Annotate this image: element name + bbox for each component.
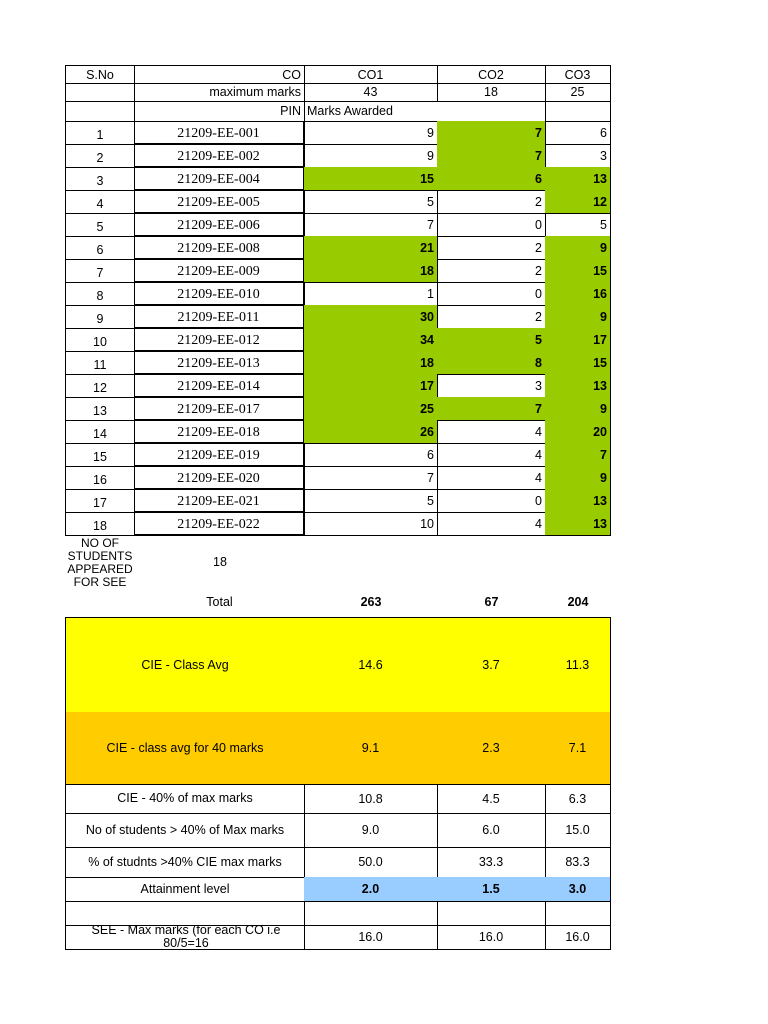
pin-cell: 21209-EE-009 <box>134 259 305 283</box>
pin-cell: 21209-EE-019 <box>134 443 305 467</box>
total-co2: 67 <box>484 595 499 609</box>
total-co1: 263 <box>360 595 382 609</box>
max-marks-co3: 25 <box>545 83 611 102</box>
co1-mark-cell: 1 <box>304 282 438 306</box>
co1-mark-cell: 9 <box>304 121 438 145</box>
sno-cell: 14 <box>65 420 135 444</box>
co3-mark-cell: 13 <box>545 512 611 536</box>
summary-value-co3: 15.0 <box>545 813 611 848</box>
pin-cell: 21209-EE-008 <box>134 236 305 260</box>
header-co2: CO2 <box>437 65 546 84</box>
co3-mark-cell: 3 <box>545 144 611 168</box>
co1-mark-cell: 18 <box>304 351 438 375</box>
pin-cell: 21209-EE-010 <box>134 282 305 306</box>
header-co1: CO1 <box>304 65 438 84</box>
summary-value-co1 <box>304 901 438 926</box>
co2-mark-cell: 8 <box>437 351 546 375</box>
summary-value-co2 <box>437 901 546 926</box>
sno-cell: 5 <box>65 213 135 237</box>
sno-cell: 1 <box>65 121 135 145</box>
summary-value-co3: 16.0 <box>545 925 611 950</box>
students-appeared-value: 18 <box>213 555 227 569</box>
sno-cell: 10 <box>65 328 135 352</box>
co1-mark-cell: 9 <box>304 144 438 168</box>
co1-mark-cell: 30 <box>304 305 438 329</box>
sno-cell: 15 <box>65 443 135 467</box>
summary-value-co1: 2.0 <box>304 877 438 902</box>
summary-label: CIE - Class Avg <box>65 617 305 713</box>
co1-mark-cell: 25 <box>304 397 438 421</box>
pin-cell: 21209-EE-011 <box>134 305 305 329</box>
co2-mark-cell: 2 <box>437 305 546 329</box>
summary-label: Attainment level <box>65 877 305 902</box>
sno-cell: 18 <box>65 512 135 536</box>
pin-cell: 21209-EE-005 <box>134 190 305 214</box>
co1-mark-cell: 5 <box>304 489 438 513</box>
co3-mark-cell: 9 <box>545 236 611 260</box>
header-blank-2 <box>65 101 135 122</box>
co2-mark-cell: 0 <box>437 489 546 513</box>
co2-mark-cell: 7 <box>437 397 546 421</box>
co2-mark-cell: 5 <box>437 328 546 352</box>
summary-value-co2: 1.5 <box>437 877 546 902</box>
co1-mark-cell: 18 <box>304 259 438 283</box>
co3-mark-cell: 6 <box>545 121 611 145</box>
co1-mark-cell: 7 <box>304 466 438 490</box>
co2-mark-cell: 7 <box>437 121 546 145</box>
co3-mark-cell: 13 <box>545 489 611 513</box>
max-marks-label: maximum marks <box>134 83 305 102</box>
sno-cell: 2 <box>65 144 135 168</box>
sno-cell: 6 <box>65 236 135 260</box>
sno-cell: 11 <box>65 351 135 375</box>
students-appeared-label: NO OF STUDENTS APPEARED FOR SEE <box>67 537 133 589</box>
co2-mark-cell: 2 <box>437 236 546 260</box>
sno-cell: 8 <box>65 282 135 306</box>
sno-cell: 3 <box>65 167 135 191</box>
summary-label: SEE - Max marks (for each CO i.e 80/5=16 <box>65 925 305 950</box>
pin-cell: 21209-EE-018 <box>134 420 305 444</box>
summary-value-co2: 4.5 <box>437 784 546 814</box>
summary-value-co1: 9.1 <box>304 712 438 785</box>
co2-mark-cell: 2 <box>437 190 546 214</box>
co3-mark-cell: 15 <box>545 351 611 375</box>
co2-mark-cell: 0 <box>437 282 546 306</box>
summary-value-co1: 9.0 <box>304 813 438 848</box>
pin-cell: 21209-EE-020 <box>134 466 305 490</box>
summary-value-co3: 6.3 <box>545 784 611 814</box>
co3-mark-cell: 9 <box>545 397 611 421</box>
summary-value-co1: 16.0 <box>304 925 438 950</box>
summary-value-co1: 10.8 <box>304 784 438 814</box>
marks-awarded-label: Marks Awarded <box>304 101 546 122</box>
co3-mark-cell: 13 <box>545 374 611 398</box>
co3-mark-cell: 9 <box>545 305 611 329</box>
summary-value-co3: 7.1 <box>545 712 611 785</box>
summary-value-co2: 2.3 <box>437 712 546 785</box>
co2-mark-cell: 4 <box>437 466 546 490</box>
co1-mark-cell: 26 <box>304 420 438 444</box>
co1-mark-cell: 34 <box>304 328 438 352</box>
co1-mark-cell: 7 <box>304 213 438 237</box>
sno-cell: 12 <box>65 374 135 398</box>
pin-cell: 21209-EE-022 <box>134 512 305 536</box>
summary-value-co2: 16.0 <box>437 925 546 950</box>
pin-cell: 21209-EE-004 <box>134 167 305 191</box>
pin-cell: 21209-EE-002 <box>134 144 305 168</box>
co3-mark-cell: 16 <box>545 282 611 306</box>
co2-mark-cell: 0 <box>437 213 546 237</box>
sno-cell: 13 <box>65 397 135 421</box>
co3-mark-cell: 9 <box>545 466 611 490</box>
max-marks-co1: 43 <box>304 83 438 102</box>
sno-cell: 7 <box>65 259 135 283</box>
co2-mark-cell: 3 <box>437 374 546 398</box>
summary-value-co3: 83.3 <box>545 847 611 878</box>
pin-cell: 21209-EE-006 <box>134 213 305 237</box>
co3-mark-cell: 15 <box>545 259 611 283</box>
total-label: Total <box>206 595 233 609</box>
co3-mark-cell: 20 <box>545 420 611 444</box>
header-sno: S.No <box>65 65 135 84</box>
co1-mark-cell: 15 <box>304 167 438 191</box>
co3-mark-cell: 7 <box>545 443 611 467</box>
sno-cell: 9 <box>65 305 135 329</box>
pin-cell: 21209-EE-017 <box>134 397 305 421</box>
pin-cell: 21209-EE-001 <box>134 121 305 145</box>
summary-label: CIE - class avg for 40 marks <box>65 712 305 785</box>
header-co3: CO3 <box>545 65 611 84</box>
co2-mark-cell: 2 <box>437 259 546 283</box>
pin-cell: 21209-EE-013 <box>134 351 305 375</box>
co1-mark-cell: 10 <box>304 512 438 536</box>
co2-mark-cell: 4 <box>437 443 546 467</box>
co1-mark-cell: 17 <box>304 374 438 398</box>
co3-mark-cell: 5 <box>545 213 611 237</box>
summary-value-co3: 3.0 <box>545 877 611 902</box>
summary-value-co3 <box>545 901 611 926</box>
summary-label: % of studnts >40% CIE max marks <box>65 847 305 878</box>
header-co: CO <box>134 65 305 84</box>
summary-value-co3: 11.3 <box>545 617 611 713</box>
co3-mark-cell: 12 <box>545 190 611 214</box>
summary-value-co2: 6.0 <box>437 813 546 848</box>
co1-mark-cell: 5 <box>304 190 438 214</box>
sno-cell: 17 <box>65 489 135 513</box>
sno-cell: 16 <box>65 466 135 490</box>
total-co3: 204 <box>567 595 589 609</box>
pin-cell: 21209-EE-012 <box>134 328 305 352</box>
co2-mark-cell: 6 <box>437 167 546 191</box>
summary-value-co1: 50.0 <box>304 847 438 878</box>
summary-label: No of students > 40% of Max marks <box>65 813 305 848</box>
summary-value-co2: 33.3 <box>437 847 546 878</box>
summary-value-co1: 14.6 <box>304 617 438 713</box>
sno-cell: 4 <box>65 190 135 214</box>
pin-label: PIN <box>134 101 305 122</box>
header-blank <box>65 83 135 102</box>
summary-label: CIE - 40% of max marks <box>65 784 305 814</box>
co3-mark-cell: 13 <box>545 167 611 191</box>
co3-mark-cell: 17 <box>545 328 611 352</box>
pin-cell: 21209-EE-014 <box>134 374 305 398</box>
co1-mark-cell: 6 <box>304 443 438 467</box>
co2-mark-cell: 7 <box>437 144 546 168</box>
pin-cell: 21209-EE-021 <box>134 489 305 513</box>
max-marks-co2: 18 <box>437 83 546 102</box>
summary-label <box>65 901 305 926</box>
summary-value-co2: 3.7 <box>437 617 546 713</box>
co1-mark-cell: 21 <box>304 236 438 260</box>
co2-mark-cell: 4 <box>437 512 546 536</box>
co2-mark-cell: 4 <box>437 420 546 444</box>
header-blank-3 <box>545 101 611 122</box>
